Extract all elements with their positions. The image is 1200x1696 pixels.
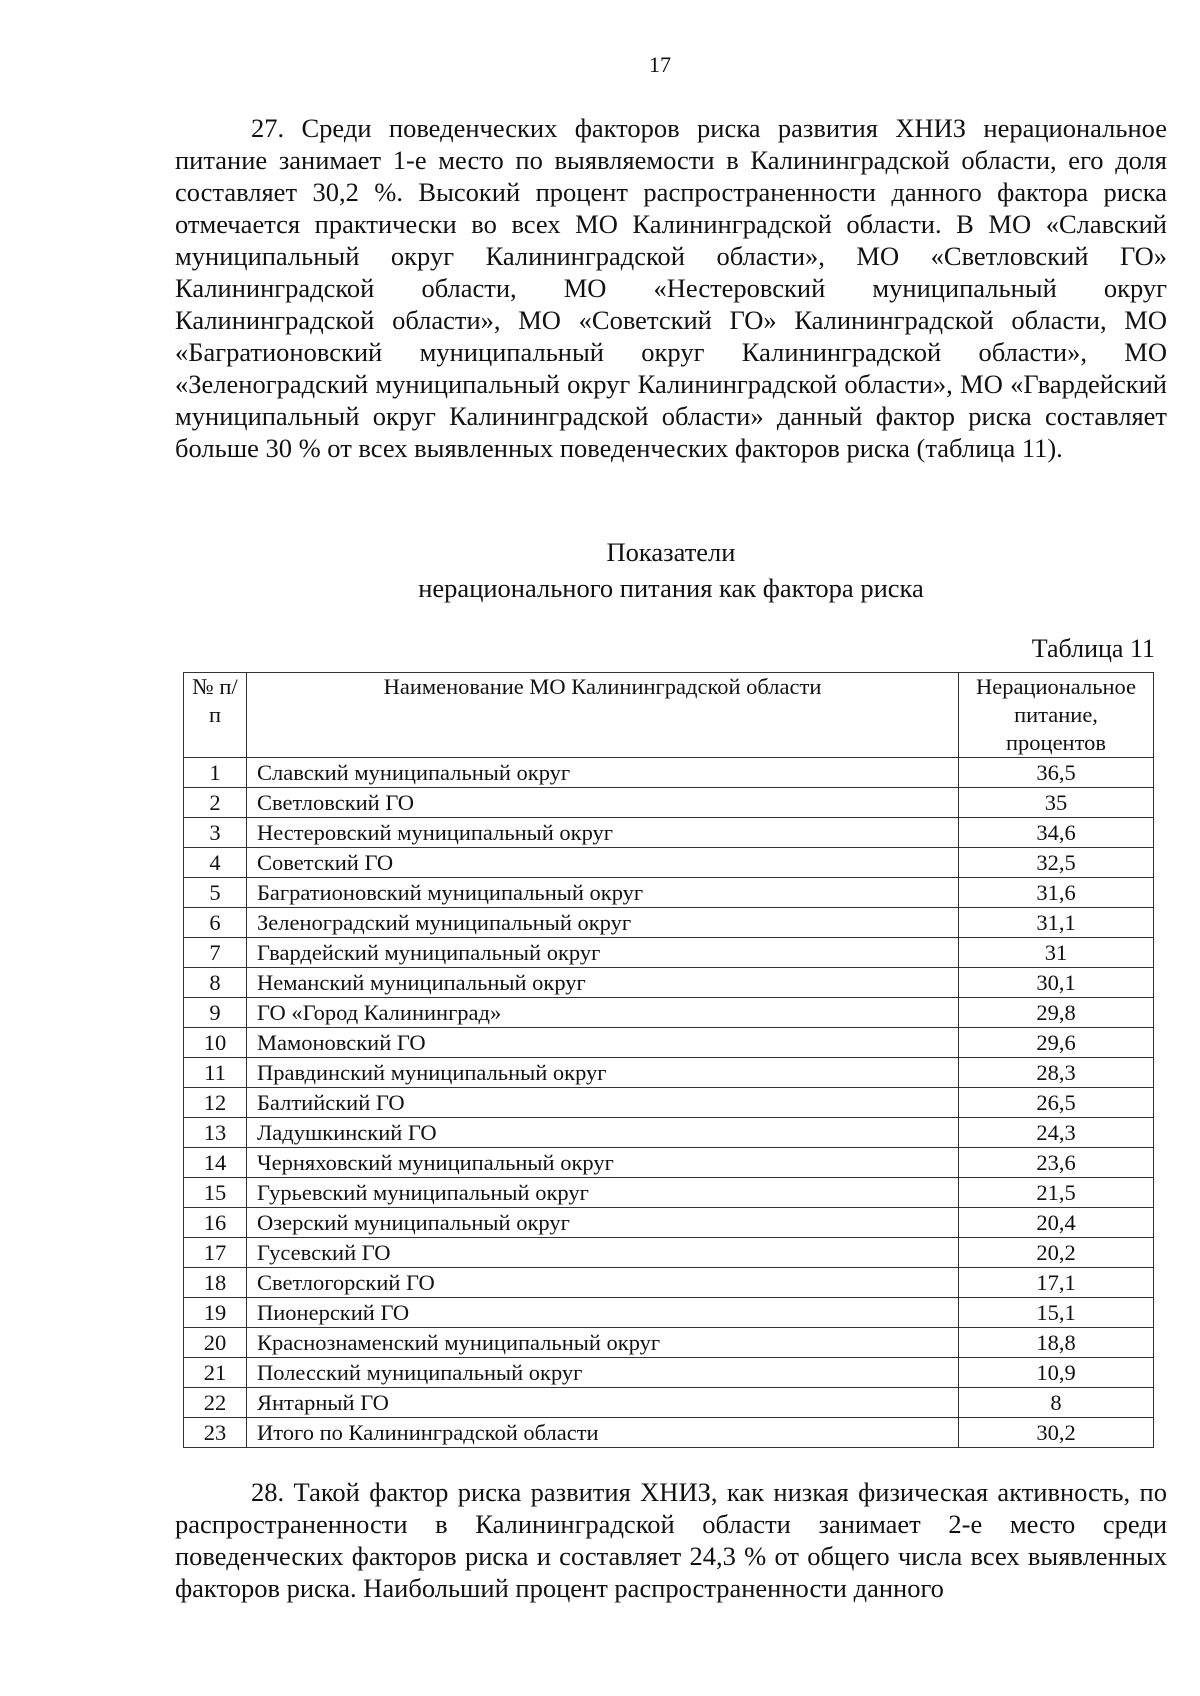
row-municipality: Советский ГО bbox=[247, 848, 959, 878]
row-value: 17,1 bbox=[959, 1268, 1154, 1298]
row-number: 8 bbox=[184, 968, 247, 998]
row-value: 31 bbox=[959, 938, 1154, 968]
table-row bbox=[184, 1358, 1154, 1388]
row-municipality: Неманский муниципальный округ bbox=[247, 968, 959, 998]
row-municipality: Гвардейский муниципальный округ bbox=[247, 938, 959, 968]
row-value: 30,2 bbox=[959, 1418, 1154, 1448]
table-row bbox=[184, 848, 1154, 878]
row-municipality: Мамоновский ГО bbox=[247, 1028, 959, 1058]
row-municipality: Черняховский муниципальный округ bbox=[247, 1148, 959, 1178]
table-row bbox=[184, 908, 1154, 938]
row-municipality: Правдинский муниципальный округ bbox=[247, 1058, 959, 1088]
row-municipality: Ладушкинский ГО bbox=[247, 1118, 959, 1148]
row-number: 10 bbox=[184, 1028, 247, 1058]
table-row bbox=[184, 878, 1154, 908]
table-row bbox=[184, 1148, 1154, 1178]
row-value: 36,5 bbox=[959, 758, 1154, 788]
row-municipality: Светлогорский ГО bbox=[247, 1268, 959, 1298]
table-row bbox=[184, 758, 1154, 788]
row-number: 7 bbox=[184, 938, 247, 968]
row-number: 5 bbox=[184, 878, 247, 908]
row-municipality: Полесский муниципальный округ bbox=[247, 1358, 959, 1388]
row-value: 20,2 bbox=[959, 1238, 1154, 1268]
row-municipality: Славский муниципальный округ bbox=[247, 758, 959, 788]
row-municipality: Зеленоградский муниципальный округ bbox=[247, 908, 959, 938]
header-value: Нерациональное питание, процентов bbox=[959, 673, 1154, 758]
row-value: 26,5 bbox=[959, 1088, 1154, 1118]
row-number: 21 bbox=[184, 1358, 247, 1388]
table-row bbox=[184, 1418, 1154, 1448]
paragraph-28: 28. Такой фактор риска развития ХНИЗ, как низкая физическая активность, по распространенности в Калининградской области занимает 2-е место среди поведенческих факторов риска и составляет 24,3 % от общего числа всех выявленных факторов риска. Наибольший процент распространенности данного bbox=[175, 1477, 1167, 1603]
row-municipality: Светловский ГО bbox=[247, 788, 959, 818]
row-municipality: Багратионовский муниципальный округ bbox=[247, 878, 959, 908]
table-heading-line-1: Показатели bbox=[606, 537, 736, 567]
row-municipality: Краснознаменский муниципальный округ bbox=[247, 1328, 959, 1358]
row-value: 31,1 bbox=[959, 908, 1154, 938]
row-municipality: Нестеровский муниципальный округ bbox=[247, 818, 959, 848]
table-row bbox=[184, 938, 1154, 968]
page-number: 17 bbox=[649, 52, 671, 77]
paragraph-27: 27. Среди поведенческих факторов риска развития ХНИЗ нерациональное питание занимает 1-е место по выявляемости в Калининградской области, его доля составляет 30,2 %. Высокий процент распространенности данного фактора риска отмечается практически во всех МО Калининградской области. В МО «Славский муниципальный округ Калининградской области», МО «Светловский ГО» Калининградской области, МО «Нестеровский муниципальный округ Калининградской области», МО «Советский ГО» Калининградской области, МО «Багратионовский муниципальный округ Калининградской области», МО «Зеленоградский муниципальный округ Калининградской области», МО «Гвардейский муниципальный округ Калининградской области» данный фактор риска составляет больше 30 % от всех выявленных поведенческих факторов риска (таблица 11). bbox=[175, 113, 1167, 463]
row-number: 18 bbox=[184, 1268, 247, 1298]
row-value: 28,3 bbox=[959, 1058, 1154, 1088]
row-number: 6 bbox=[184, 908, 247, 938]
table-row bbox=[184, 788, 1154, 818]
row-number: 23 bbox=[184, 1418, 247, 1448]
table-row bbox=[184, 998, 1154, 1028]
row-number: 3 bbox=[184, 818, 247, 848]
table-row bbox=[184, 1238, 1154, 1268]
row-value: 8 bbox=[959, 1388, 1154, 1418]
row-municipality: Гусевский ГО bbox=[247, 1238, 959, 1268]
row-value: 29,8 bbox=[959, 998, 1154, 1028]
table-body bbox=[184, 758, 1154, 1448]
row-number: 4 bbox=[184, 848, 247, 878]
row-number: 17 bbox=[184, 1238, 247, 1268]
row-value: 24,3 bbox=[959, 1118, 1154, 1148]
row-value: 31,6 bbox=[959, 878, 1154, 908]
table-header-row bbox=[184, 673, 1154, 758]
table-heading bbox=[175, 534, 1167, 606]
row-number: 13 bbox=[184, 1118, 247, 1148]
row-number: 22 bbox=[184, 1388, 247, 1418]
row-value: 35 bbox=[959, 788, 1154, 818]
row-municipality: Янтарный ГО bbox=[247, 1388, 959, 1418]
row-value: 15,1 bbox=[959, 1298, 1154, 1328]
row-value: 21,5 bbox=[959, 1178, 1154, 1208]
table-row bbox=[184, 1058, 1154, 1088]
row-municipality: ГО «Город Калининград» bbox=[247, 998, 959, 1028]
row-value: 20,4 bbox=[959, 1208, 1154, 1238]
row-number: 14 bbox=[184, 1148, 247, 1178]
row-number: 9 bbox=[184, 998, 247, 1028]
table-row bbox=[184, 1208, 1154, 1238]
row-number: 11 bbox=[184, 1058, 247, 1088]
row-municipality: Пионерский ГО bbox=[247, 1298, 959, 1328]
row-number: 16 bbox=[184, 1208, 247, 1238]
row-number: 2 bbox=[184, 788, 247, 818]
table-row bbox=[184, 968, 1154, 998]
table-row bbox=[184, 1268, 1154, 1298]
row-number: 19 bbox=[184, 1298, 247, 1328]
table-row bbox=[184, 1388, 1154, 1418]
row-number: 20 bbox=[184, 1328, 247, 1358]
row-number: 12 bbox=[184, 1088, 247, 1118]
table-row bbox=[184, 1298, 1154, 1328]
table-row bbox=[184, 1328, 1154, 1358]
nutrition-risk-table bbox=[183, 672, 1154, 1448]
row-value: 23,6 bbox=[959, 1148, 1154, 1178]
row-municipality: Итого по Калининградской области bbox=[247, 1418, 959, 1448]
table-heading-line-2: нерационального питания как фактора риска bbox=[418, 573, 924, 603]
row-municipality: Гурьевский муниципальный округ bbox=[247, 1178, 959, 1208]
table-row bbox=[184, 1028, 1154, 1058]
row-value: 29,6 bbox=[959, 1028, 1154, 1058]
table-row bbox=[184, 1178, 1154, 1208]
table-row bbox=[184, 1088, 1154, 1118]
row-municipality: Балтийский ГО bbox=[247, 1088, 959, 1118]
row-value: 32,5 bbox=[959, 848, 1154, 878]
row-value: 18,8 bbox=[959, 1328, 1154, 1358]
header-municipality: Наименование МО Калининградской области bbox=[247, 673, 959, 758]
row-value: 10,9 bbox=[959, 1358, 1154, 1388]
row-number: 1 bbox=[184, 758, 247, 788]
row-municipality: Озерский муниципальный округ bbox=[247, 1208, 959, 1238]
table-row bbox=[184, 818, 1154, 848]
row-value: 34,6 bbox=[959, 818, 1154, 848]
row-value: 30,1 bbox=[959, 968, 1154, 998]
header-number: № п/п bbox=[184, 673, 247, 758]
table-caption: Таблица 11 bbox=[1031, 634, 1155, 663]
row-number: 15 bbox=[184, 1178, 247, 1208]
table-row bbox=[184, 1118, 1154, 1148]
